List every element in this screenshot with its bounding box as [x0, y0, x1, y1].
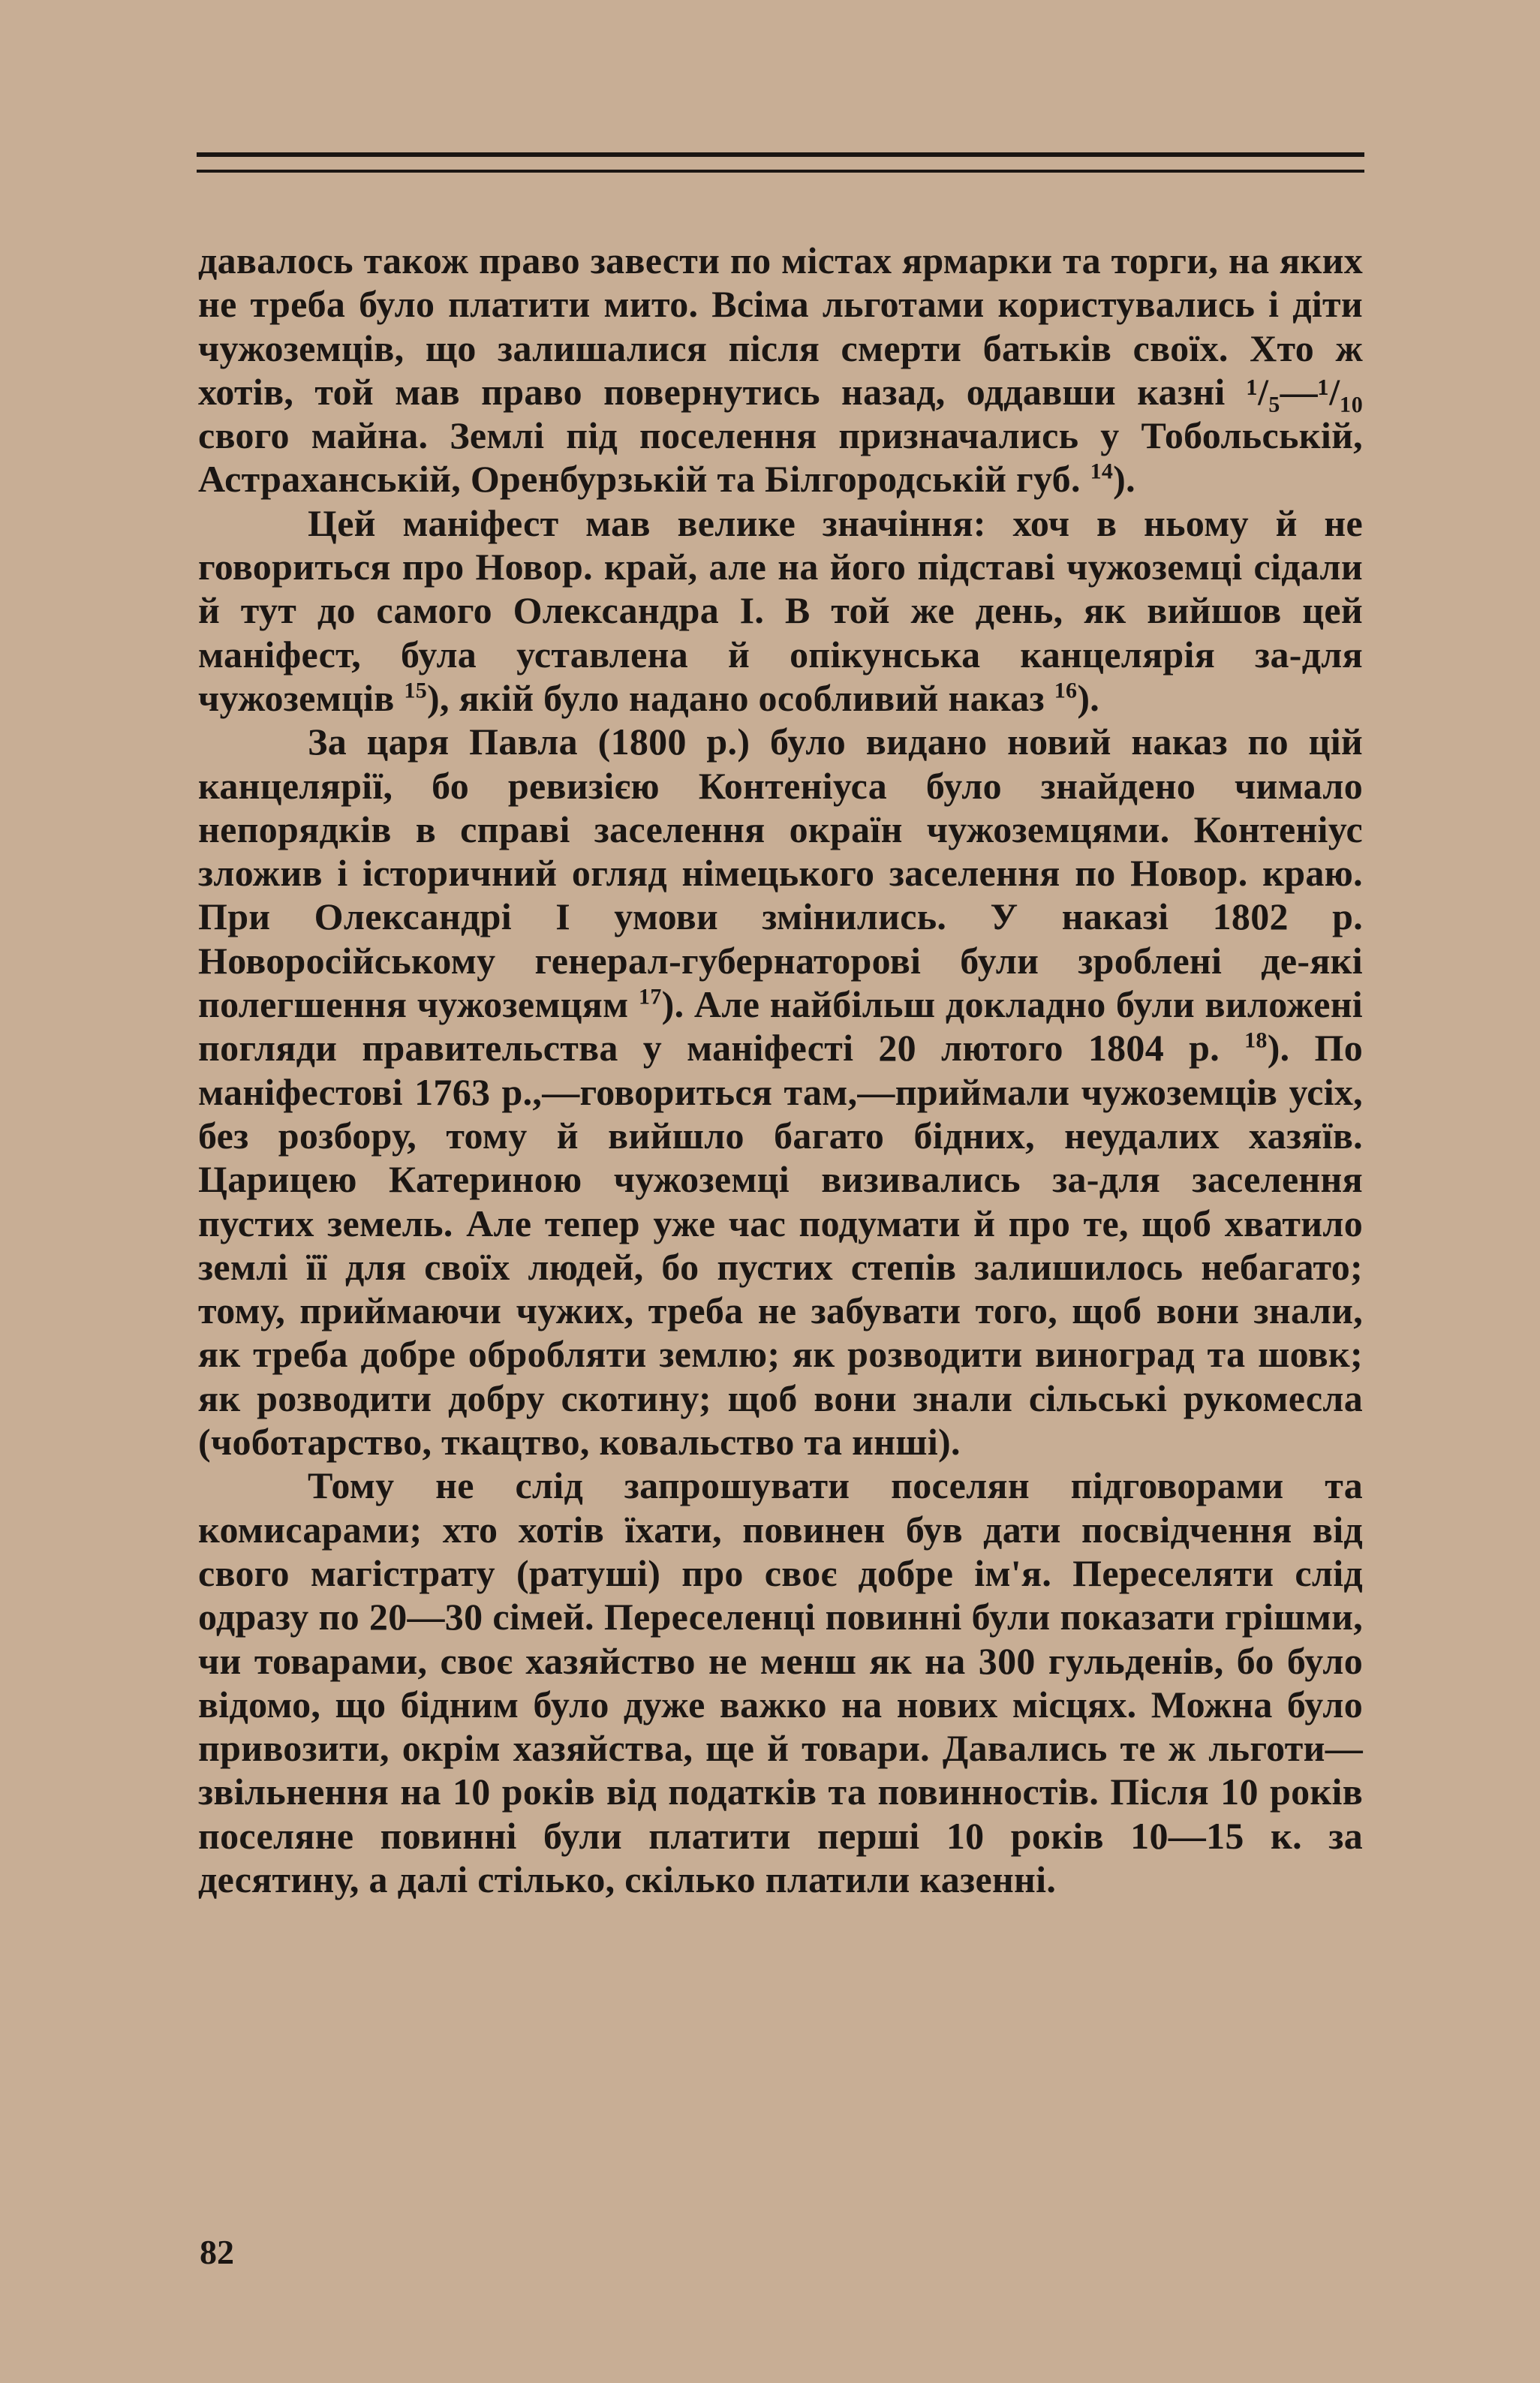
paragraph-text: ). — [1113, 458, 1135, 501]
paragraph-text: ), якій було надано особливий наказ — [427, 676, 1054, 719]
paragraph — [198, 720, 1363, 1464]
footnote-ref: 18 — [1244, 1028, 1268, 1053]
footnote-ref: 14 — [1090, 459, 1114, 484]
paragraph-text: ). По маніфестові 1763 р.,—говориться там,—приймали чужоземців усіх, без розбору, тому й вийшло багато бідних, неудалих хазяїв. Царицею Катериною чужоземці визивались за-для заселення пустих земель. Але тепер уже час подумати й про те, щоб хватило землі її для своїх людей, бо пустих степів залишилось небагато; тому, приймаючи чужих, треба не забувати того, щоб вони знали, як треба добре обробляти землю; як розводити виноград та шовк; як розводити добру скотину; щоб вони знали сільські рукомесла (чоботарство, ткацтво, ковальство та инші). — [198, 1027, 1363, 1464]
footnote-ref: 15 — [404, 678, 428, 703]
footnote-ref: 16 — [1054, 678, 1078, 703]
header-rule-bottom — [197, 170, 1364, 173]
paragraph-text: ). Але найбільш докладно були виложені погляди правительства у маніфесті 20 лютого 1804 р. — [198, 983, 1363, 1070]
paragraph-text: За царя Павла (1800 р.) було видано новий наказ по цій канцелярії, бо ревизією Контеніуса було знайдено чимало непорядків в справі заселення окраїн чужоземцями. Контеніус зложив і історичний огляд німецького заселення по Новор. краю. При Олександрі І умови змінились. У наказі 1802 р. Новоросійському генерал-губернаторові були зроблені де-які полегшення чужоземцям — [198, 721, 1363, 1026]
paragraph — [198, 501, 1363, 720]
paragraph-text: ). — [1077, 676, 1100, 719]
paragraph — [198, 1464, 1363, 1901]
page-number: 82 — [200, 2233, 234, 2271]
paragraph — [198, 239, 1363, 501]
paragraph-text: Цей маніфест мав велике значіння: хоч в ньому й не говориться про Новор. край, але на його підставі чужоземці сідали й тут до самого Олександра І. В той же день, як вийшов цей маніфест, була уставлена й опікунська канцелярія за-для чужоземців — [198, 501, 1363, 719]
body-text — [198, 239, 1363, 1901]
header-rule-top — [197, 152, 1364, 157]
paragraph-text: давалось також право завести по містах ярмарки та торги, на яких не треба було платити мито. Всіма льготами користувались і діти чужоземців, що залишалися після смерти батьків своїх. Хто ж хотів, той мав право повернутись назад, оддавши казні ¹/₅—¹/₁₀ свого майна. Землі під поселення призначались у Тобольській, Астраханській, Оренбурзькій та Білгородській губ. — [198, 239, 1363, 501]
footnote-ref: 17 — [639, 984, 662, 1009]
paragraph-text: Тому не слід запрошувати поселян підговорами та комисарами; хто хотів їхати, повинен був дати посвідчення від свого магістрату (ратуші) про своє добре ім'я. Переселяти слід одразу по 20—30 сімей. Переселенці повинні були показати грішми, чи товарами, своє хазяйство не менш як на 300 гульденів, бо було відомо, що бідним було дуже важко на нових місцях. Можна було привозити, окрім хазяйства, ще й товари. Давались те ж льготи—звільнення на 10 років від податків та повинностів. Після 10 років поселяне повинні були платити перші 10 років 10—15 к. за десятину, а далі стілько, скілько платили казенні. — [198, 1464, 1363, 1900]
